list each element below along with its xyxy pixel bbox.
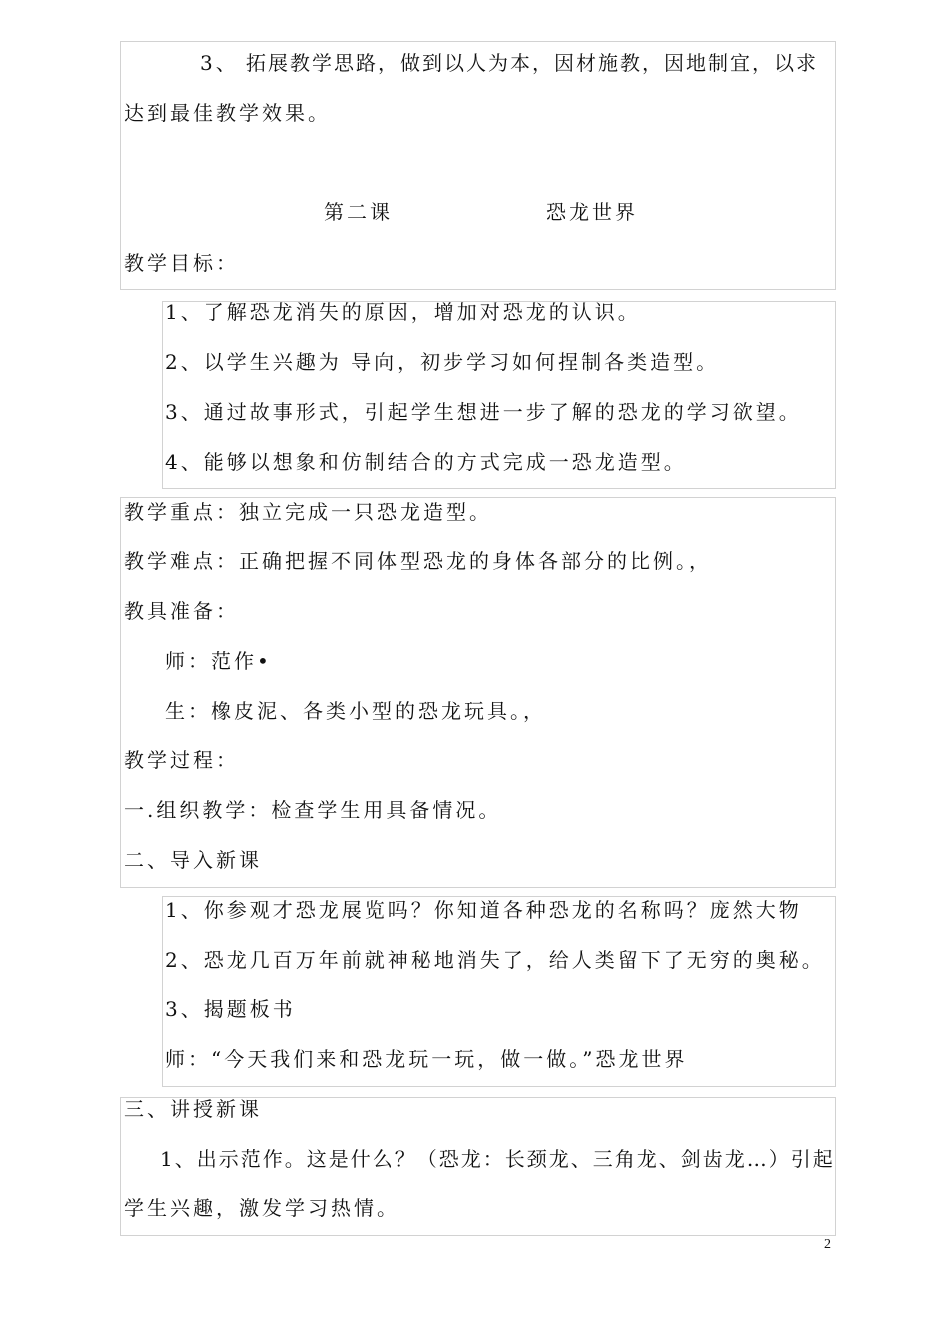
lesson-title: 恐龙世界 <box>546 200 638 224</box>
step3-item1-line1: 1、出示范作。这是什么？（恐龙：长颈龙、三角龙、剑齿龙…）引起 <box>160 1147 835 1171</box>
materials-teacher: 师：范作• <box>165 649 272 673</box>
process-step3: 三、讲授新课 <box>124 1097 262 1121</box>
objectives-heading: 教学目标： <box>124 251 239 275</box>
intro-line2: 达到最佳教学效果。 <box>124 101 331 125</box>
objective-item: 3、通过故事形式，引起学生想进一步了解的恐龙的学习欲望。 <box>165 400 802 424</box>
materials-student: 生：橡皮泥、各类小型的恐龙玩具。， <box>165 699 546 723</box>
lesson-number: 第二课 <box>324 200 393 224</box>
step2-item: 2、恐龙几百万年前就神秘地消失了，给人类留下了无穷的奥秘。 <box>165 948 825 972</box>
key-point: 教学重点：独立完成一只恐龙造型。 <box>124 500 492 524</box>
intro-line1-text: 拓展教学思路，做到以人为本，因材施教，因地制宜，以求 <box>246 51 818 75</box>
page-number: 2 <box>824 1237 831 1252</box>
step2-item: 3、揭题板书 <box>165 997 296 1021</box>
difficulty: 教学难点：正确把握不同体型恐龙的身体各部分的比例。， <box>124 549 712 573</box>
process-step1: 一.组织教学：检查学生用具备情况。 <box>124 798 502 822</box>
step2-item: 1、你参观才恐龙展览吗？你知道各种恐龙的名称吗？庞然大物 <box>165 898 802 922</box>
step2-item: 师：“今天我们来和恐龙玩一玩，做一做。”恐龙世界 <box>165 1047 688 1071</box>
process-step2: 二、导入新课 <box>124 848 262 872</box>
intro-line1-number: 3、 <box>200 51 239 75</box>
objective-item: 4、能够以想象和仿制结合的方式完成一恐龙造型。 <box>165 450 687 474</box>
materials-heading: 教具准备： <box>124 599 239 623</box>
step3-item1-line2: 学生兴趣，激发学习热情。 <box>124 1196 400 1220</box>
objective-item: 1、了解恐龙消失的原因，增加对恐龙的认识。 <box>165 300 641 324</box>
objective-item: 2、以学生兴趣为 导向，初步学习如何捏制各类造型。 <box>165 350 720 374</box>
process-heading: 教学过程： <box>124 748 239 772</box>
